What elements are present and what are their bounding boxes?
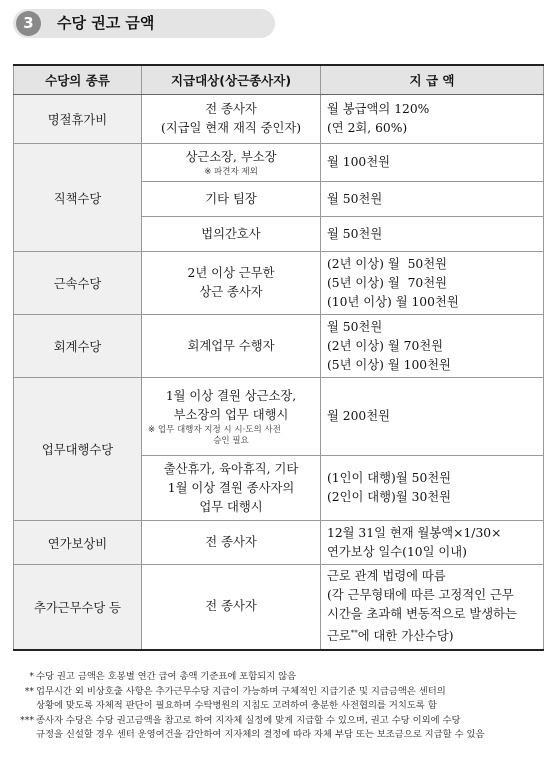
section-title: 수당 권고 금액 <box>57 14 155 32</box>
footnote-line: 상황에 맞도록 자체적 판단이 필요하며 수탁병원의 지침도 고려하여 충분한 사전협의를 거치도록 함 <box>36 700 437 711</box>
amount-line: 월 봉급액의 120% <box>327 102 430 116</box>
kind-cell: 업무대행수당 <box>14 378 142 521</box>
target-note: ※ 업무 대행자 지정 시 시·도의 사전 <box>148 424 281 435</box>
header-kind: 수당의 종류 <box>14 65 142 95</box>
footnote <box>14 685 544 714</box>
header-target: 지급대상(상근종사자) <box>142 65 321 95</box>
kind-cell: 근속수당 <box>14 252 142 315</box>
amount-line: 월 50천원 <box>327 319 383 334</box>
section-number-badge: 3 <box>16 11 41 36</box>
section-header <box>13 9 275 38</box>
target-note: 승인 필요 <box>213 435 249 446</box>
footnote-mark: *** <box>20 714 34 726</box>
target-line: 상근소장, 부소장 <box>185 149 277 164</box>
table-row <box>14 95 544 144</box>
footnote <box>14 670 544 685</box>
amount-line: (각 근무형태에 따른 고정적인 근무 <box>327 588 514 603</box>
amount-line: (연 2회, 60%) <box>327 121 408 135</box>
kind-cell: 직책수당 <box>14 144 142 252</box>
amount-cell <box>321 456 544 521</box>
target-line: 2년 이상 근무한 <box>187 266 275 280</box>
footnote <box>14 714 544 743</box>
target-cell: 회계업무 수행자 <box>142 315 321 378</box>
footnote-line: 규정을 신설할 경우 센터 운영여건을 감안하여 지자체의 결정에 따라 자체 부담 또는 보조금으로 지급할 수 있음 <box>36 729 485 740</box>
target-cell <box>142 378 321 456</box>
amount-text: 근로 <box>327 629 351 644</box>
amount-line: (10년 이상) 월 100천원 <box>327 294 459 309</box>
target-cell: 기타 팀장 <box>142 182 321 217</box>
amount-line: 12월 31일 현재 월봉액×1/30× <box>327 525 502 540</box>
target-line: 업무 대행시 <box>199 499 263 514</box>
footnote-line: 종사자 수당은 수당 권고금액을 참고로 하여 지자체 실정에 맞게 지급할 수 있으며, 권고 수당 이외에 수당 <box>36 714 461 726</box>
footnote-mark: * <box>29 671 34 682</box>
target-line: 출산휴가, 육아휴직, 기타 <box>163 461 299 476</box>
target-line: 1월 이상 결원 종사자의 <box>167 480 295 495</box>
footnote-mark: ** <box>24 685 34 697</box>
amount-cell <box>321 565 544 650</box>
amount-line: (2인이 대행)월 30천원 <box>327 490 452 504</box>
target-cell: 전 종사자 <box>142 565 321 650</box>
kind-cell: 추가근무수당 등 <box>14 565 142 650</box>
amount-line: 시간을 초과해 변동적으로 발생하는 <box>327 607 517 622</box>
amount-line: 연가보상 일수(10일 이내) <box>327 544 467 559</box>
table-row <box>14 378 544 456</box>
amount-cell <box>321 521 544 565</box>
amount-line: (2년 이상) 월 50천원 <box>327 256 447 271</box>
table-row <box>14 144 544 182</box>
amount-cell <box>321 315 544 378</box>
target-note: ※ 파견자 제외 <box>204 166 258 177</box>
target-cell <box>142 144 321 182</box>
amount-line: (5년 이상) 월 70천원 <box>327 275 447 290</box>
amount-cell <box>321 95 544 144</box>
footnote-line: 수당 권고 금액은 호봉별 연간 급여 총액 기준표에 포함되지 않음 <box>36 671 297 682</box>
table-row <box>14 315 544 378</box>
footnotes <box>14 670 544 743</box>
table-row <box>14 565 544 650</box>
allowance-table <box>13 64 544 651</box>
amount-line: (2년 이상) 월 70천원 <box>327 338 444 353</box>
target-line: (지급일 현재 재직 중인자) <box>160 121 302 135</box>
amount-cell: 월 50천원 <box>321 217 544 252</box>
target-line: 상근 종사자 <box>199 285 263 299</box>
target-line: 1월 이상 결원 상근소장, <box>165 388 297 403</box>
target-cell: 법의간호사 <box>142 217 321 252</box>
amount-line: (1인이 대행)월 50천원 <box>327 471 452 485</box>
footnote-mark: ** <box>350 629 358 638</box>
kind-cell: 회계수당 <box>14 315 142 378</box>
header-amount: 지 급 액 <box>321 65 544 95</box>
kind-cell: 연가보상비 <box>14 521 142 565</box>
amount-cell: 월 50천원 <box>321 182 544 217</box>
kind-cell: 명절휴가비 <box>14 95 142 144</box>
footnote-line: 업무시간 외 비상호출 사항은 추가근무수당 지급이 가능하며 구체적인 지급기준 및 지급금액은 센터의 <box>36 685 446 697</box>
target-cell <box>142 95 321 144</box>
target-cell <box>142 252 321 315</box>
amount-line: 근로 관계 법령에 따름 <box>327 569 446 584</box>
target-line: 부소장의 업무 대행시 <box>173 407 289 422</box>
amount-line <box>327 624 543 646</box>
amount-cell <box>321 252 544 315</box>
amount-cell: 월 200천원 <box>321 378 544 456</box>
table-row <box>14 521 544 565</box>
amount-text: 에 대한 가산수당) <box>357 629 454 644</box>
amount-line: (5년 이상) 월 100천원 <box>327 357 451 372</box>
target-cell: 전 종사자 <box>142 521 321 565</box>
amount-cell: 월 100천원 <box>321 144 544 182</box>
target-cell <box>142 456 321 521</box>
table-row <box>14 252 544 315</box>
table-header-row <box>14 65 544 95</box>
target-line: 전 종사자 <box>205 102 257 116</box>
